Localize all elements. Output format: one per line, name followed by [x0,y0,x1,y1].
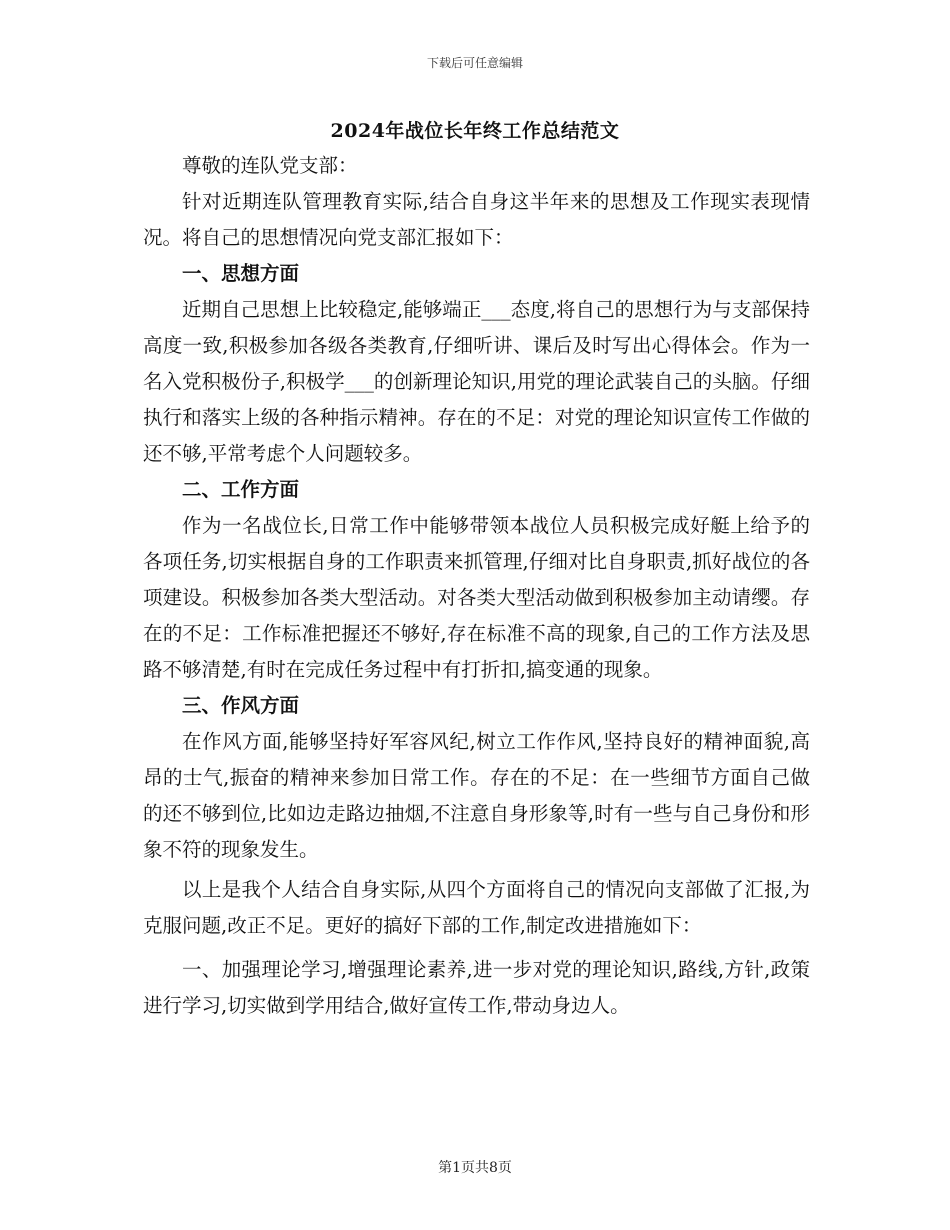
page-number: 第1页共8页 [438,1160,512,1176]
salutation: 尊敬的连队党支部： [182,154,358,177]
section-text-thought: 近期自己思想上比较稳定,能够端正___态度,将自己的思想行为与支部保持高度一致,积极参加各级各类教育,仔细听讲、课后及时写出心得体会。作为一名入党积极份子,积极学___的创新理论知识,用党的理论武装自己的头脑。仔细执行和落实上级的各种指示精神。存在的不足：对党的理论知识宣传工作做的还不够,平常考虑个人问题较多。 [143,298,810,465]
intro-paragraph: 针对近期连队管理教育实际,结合自身这半年来的思想及工作现实表现情况。将自己的思想情况向党支部汇报如下： [143,190,810,249]
section-heading-thought: 一、思想方面 [182,262,300,285]
section-text-work: 作为一名战位长,日常工作中能够带领本战位人员积极完成好艇上给予的各项任务,切实根据自身的工作职责来抓管理,仔细对比自身职责,抓好战位的各项建设。积极参加各类大型活动。对各类大型活动做到积极参加主动请缨。存在的不足：工作标准把握还不够好,存在标准不高的现象,自己的工作方法及思路不够清楚,有时在完成任务过程中有打折扣,搞变通的现象。 [143,514,810,681]
document-body [143,148,810,1024]
document-title: 2024年战位长年终工作总结范文 [330,120,620,142]
section-heading-work: 二、工作方面 [182,478,300,501]
header-note: 下载后可任意编辑 [426,56,523,70]
summary-paragraph: 以上是我个人结合自身实际,从四个方面将自己的情况向支部做了汇报,为克服问题,改正不足。更好的搞好下部的工作,制定改进措施如下： [143,878,810,937]
section-text-style: 在作风方面,能够坚持好军容风纪,树立工作作风,坚持良好的精神面貌,高昂的士气,振奋的精神来参加日常工作。存在的不足：在一些细节方面自己做的还不够到位,比如边走路边抽烟,不注意自身形象等,时有一些与自己身份和形象不符的现象发生。 [143,730,810,861]
section-heading-style: 三、作风方面 [182,694,300,717]
measure-paragraph-1: 一、加强理论学习,增强理论素养,进一步对党的理论知识,路线,方针,政策进行学习,切实做到学用结合,做好宣传工作,带动身边人。 [143,958,810,1017]
